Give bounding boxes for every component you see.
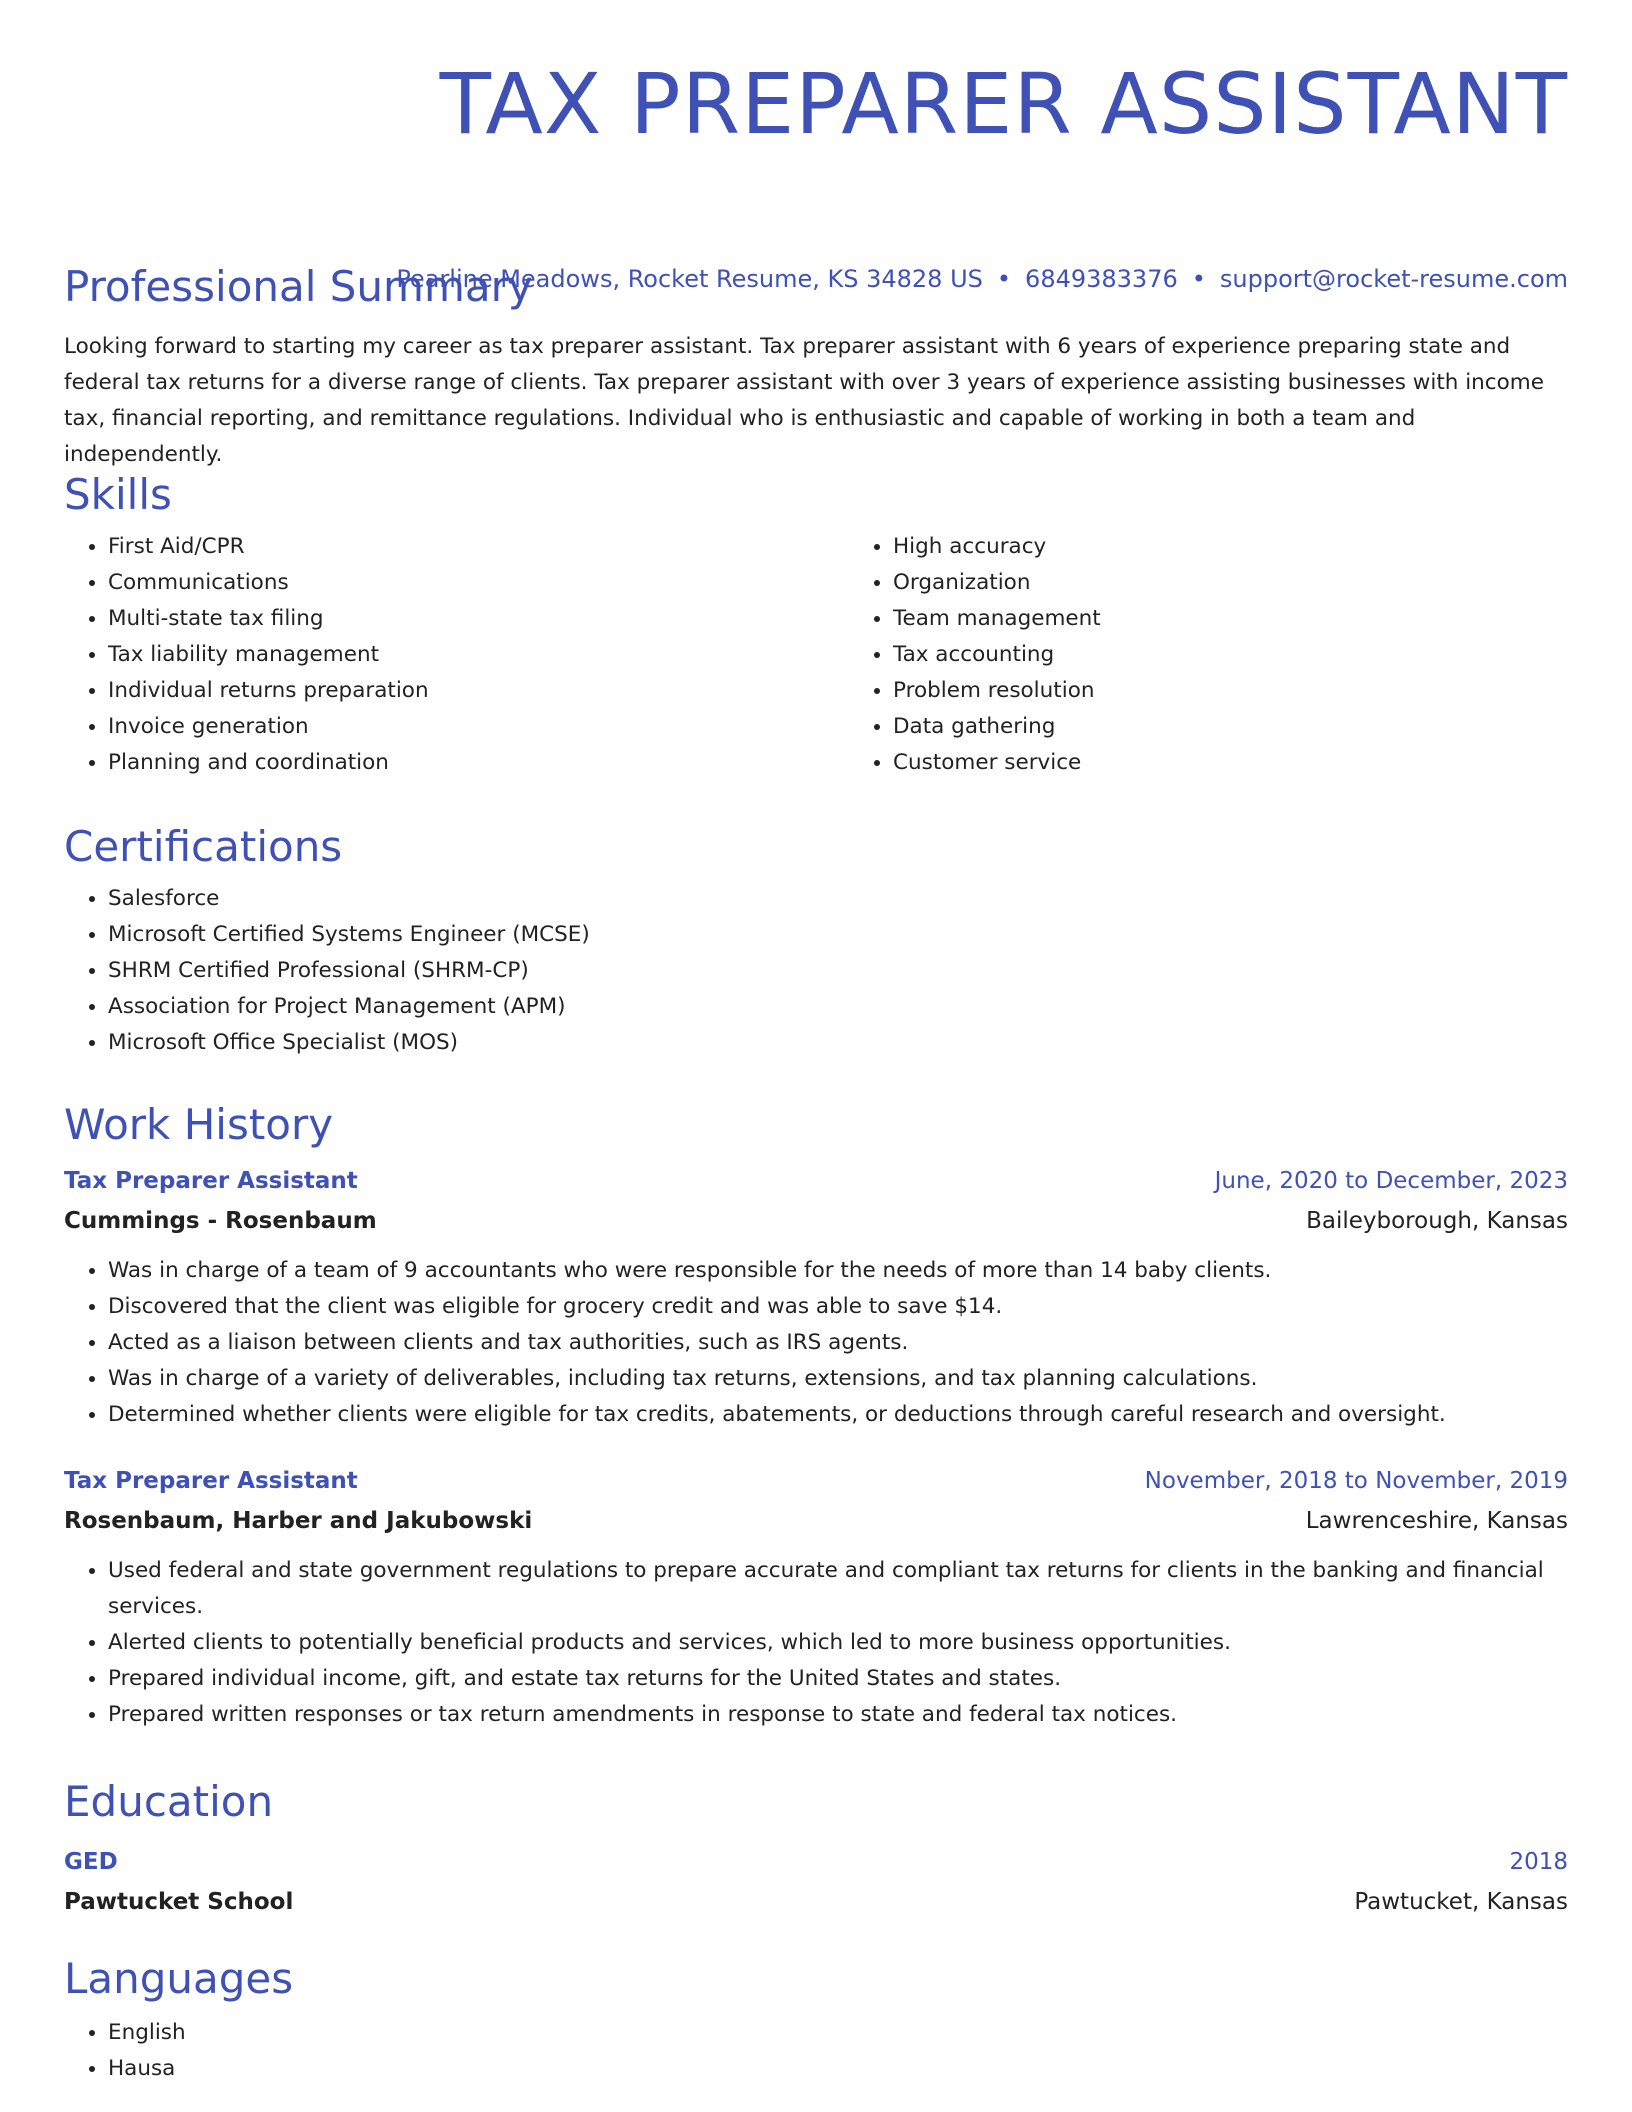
certification-item: • Microsoft Certified Systems Engineer (MCSE) — [108, 917, 1568, 953]
job-bullets — [64, 1253, 1568, 1433]
skill-item: • Planning and coordination — [108, 745, 849, 781]
job-entry — [64, 1163, 1568, 1433]
skills-list-left — [64, 529, 849, 781]
job-company-row — [64, 1503, 1568, 1539]
languages-heading: Languages — [64, 1954, 294, 2003]
job-bullet: • Alerted clients to potentially beneficial products and services, which led to more business opportunities. — [108, 1625, 1568, 1661]
certification-item: • SHRM Certified Professional (SHRM-CP) — [108, 953, 1568, 989]
contact-email: support@rocket-resume.com — [1219, 265, 1568, 293]
education-degree: GED — [64, 1849, 118, 1875]
job-entry — [64, 1463, 1568, 1733]
skills-columns — [64, 529, 1568, 781]
work-heading: Work History — [64, 1100, 334, 1149]
job-title: Tax Preparer Assistant — [64, 1168, 358, 1194]
job-location: Lawrenceshire, Kansas — [1305, 1508, 1568, 1534]
job-header-row — [64, 1163, 1568, 1199]
skill-item: • Tax accounting — [893, 637, 1632, 673]
job-bullet: • Discovered that the client was eligible for grocery credit and was able to save $14. — [108, 1289, 1568, 1325]
certification-item: • Salesforce — [108, 881, 1568, 917]
education-section — [64, 1776, 1568, 1920]
skill-item: • Data gathering — [893, 709, 1632, 745]
skill-item: • Customer service — [893, 745, 1632, 781]
education-school-row — [64, 1884, 1568, 1920]
job-header-row — [64, 1463, 1568, 1499]
skill-item: • Problem resolution — [893, 673, 1632, 709]
job-bullets — [64, 1553, 1568, 1733]
education-header-row — [64, 1844, 1568, 1880]
contact-phone: 6849383376 — [1025, 265, 1178, 293]
certification-item: • Association for Project Management (APM) — [108, 989, 1568, 1025]
contact-address: Pearline Meadows, Rocket Resume, KS 34828 US — [396, 265, 983, 293]
certifications-section — [64, 821, 1568, 1061]
summary-heading: Professional Summary — [64, 262, 533, 311]
skill-item: • High accuracy — [893, 529, 1632, 565]
language-item: • English — [108, 2015, 1568, 2051]
skill-item: • Individual returns preparation — [108, 673, 849, 709]
skill-item: • Tax liability management — [108, 637, 849, 673]
job-bullet: • Prepared individual income, gift, and estate tax returns for the United States and states. — [108, 1661, 1568, 1697]
resume-title: TAX PREPARER ASSISTANT — [439, 55, 1568, 153]
work-section — [64, 1099, 1568, 1733]
skill-item: • Organization — [893, 565, 1632, 601]
job-company: Rosenbaum, Harber and Jakubowski — [64, 1508, 533, 1534]
certification-item: • Microsoft Office Specialist (MOS) — [108, 1025, 1568, 1061]
education-school: Pawtucket School — [64, 1889, 294, 1915]
skills-section — [64, 469, 1568, 781]
job-bullet: • Used federal and state government regulations to prepare accurate and compliant tax returns for clients in the banking and financial services. — [108, 1553, 1568, 1625]
job-dates: June, 2020 to December, 2023 — [1214, 1168, 1568, 1194]
job-bullet: • Was in charge of a team of 9 accountants who were responsible for the needs of more than 14 baby clients. — [108, 1253, 1568, 1289]
summary-text: Looking forward to starting my career as tax preparer assistant. Tax preparer assistant with 6 years of experience preparing state and federal tax returns for a diverse range of clients. Tax preparer assistant with over 3 years of experience assisting businesses with income tax, financial reporting, and remittance regulations. Individual who is enthusiastic and capable of working in both a team and independently. — [64, 334, 1544, 467]
education-heading: Education — [64, 1777, 274, 1826]
languages-list — [64, 2015, 1568, 2087]
certifications-heading: Certifications — [64, 822, 343, 871]
job-title: Tax Preparer Assistant — [64, 1468, 358, 1494]
skills-list-right — [849, 529, 1632, 781]
job-bullet: • Determined whether clients were eligible for tax credits, abatements, or deductions through careful research and oversight. — [108, 1397, 1568, 1433]
skills-heading: Skills — [64, 470, 172, 519]
job-bullet: • Was in charge of a variety of deliverables, including tax returns, extensions, and tax planning calculations. — [108, 1361, 1568, 1397]
skill-item: • Multi-state tax filing — [108, 601, 849, 637]
summary-section — [64, 261, 1568, 473]
language-item: • Hausa — [108, 2051, 1568, 2087]
education-location: Pawtucket, Kansas — [1354, 1889, 1568, 1915]
job-bullet: • Prepared written responses or tax return amendments in response to state and federal tax notices. — [108, 1697, 1568, 1733]
job-company: Cummings - Rosenbaum — [64, 1208, 377, 1234]
skill-item: • Team management — [893, 601, 1632, 637]
languages-section — [64, 1953, 1568, 2087]
job-bullet: • Acted as a liaison between clients and tax authorities, such as IRS agents. — [108, 1325, 1568, 1361]
job-dates: November, 2018 to November, 2019 — [1144, 1468, 1568, 1494]
job-location: Baileyborough, Kansas — [1306, 1208, 1568, 1234]
contact-separator: • — [996, 265, 1012, 293]
skill-item: • First Aid/CPR — [108, 529, 849, 565]
certifications-list — [64, 881, 1568, 1061]
skill-item: • Invoice generation — [108, 709, 849, 745]
education-year: 2018 — [1509, 1849, 1568, 1875]
skill-item: • Communications — [108, 565, 849, 601]
job-company-row — [64, 1203, 1568, 1239]
contact-separator: • — [1191, 265, 1206, 293]
